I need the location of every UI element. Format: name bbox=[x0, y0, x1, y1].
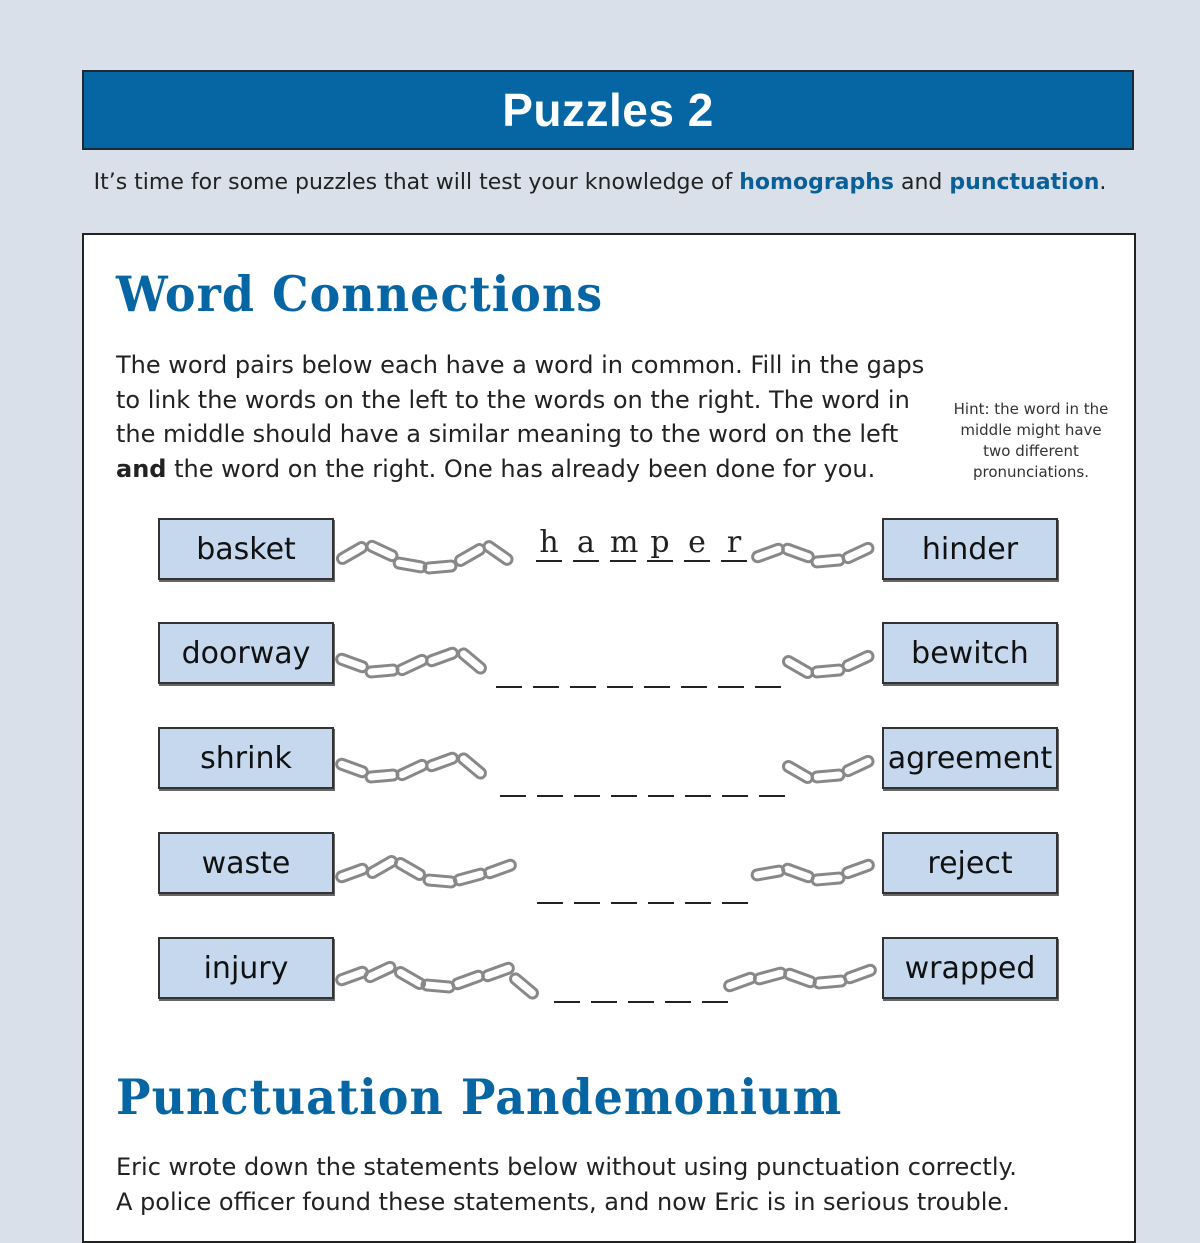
letter-blank bbox=[537, 868, 563, 904]
right-word-tag: wrapped bbox=[882, 937, 1058, 999]
letter-blank: e bbox=[684, 526, 710, 562]
letter-blank bbox=[574, 761, 600, 797]
letter-blank bbox=[611, 761, 637, 797]
keyword-homographs: homographs bbox=[739, 170, 895, 195]
punctuation-line: A police officer found these statements, and now Eric is in serious trouble. bbox=[116, 1187, 1010, 1216]
instructions-line-rest: the word on the right. One has already been done for you. bbox=[174, 454, 876, 483]
section-title-punctuation: Punctuation Pandemonium bbox=[116, 1068, 843, 1126]
punctuation-line: Eric wrote down the statements below without using punctuation correctly. bbox=[116, 1153, 1017, 1181]
letter-blank: h bbox=[536, 526, 562, 562]
letter-blank bbox=[648, 761, 674, 797]
right-word-tag: hinder bbox=[882, 518, 1058, 580]
letter-blank bbox=[755, 652, 781, 688]
letter-blank bbox=[702, 967, 728, 1003]
left-word-tag: shrink bbox=[158, 727, 334, 789]
letter-blank bbox=[681, 652, 707, 688]
letter-blank bbox=[759, 761, 785, 797]
letter-blank bbox=[685, 761, 711, 797]
letter-blank bbox=[554, 967, 580, 1003]
answer-blanks bbox=[496, 652, 781, 688]
instructions-line: the middle should have a similar meaning to the word on the left bbox=[116, 420, 899, 448]
letter-blank bbox=[722, 761, 748, 797]
title-banner bbox=[82, 70, 1134, 150]
word-row bbox=[84, 727, 1134, 797]
letter-blank bbox=[628, 967, 654, 1003]
answer-blanks bbox=[537, 868, 748, 904]
instructions-text bbox=[116, 348, 924, 486]
intro-part: . bbox=[1099, 170, 1107, 195]
letter-blank bbox=[665, 967, 691, 1003]
letter-blank bbox=[685, 868, 711, 904]
right-word-tag: agreement bbox=[882, 727, 1058, 789]
left-word-tag: waste bbox=[158, 832, 334, 894]
page-title: Puzzles 2 bbox=[502, 84, 714, 136]
worksheet-panel bbox=[82, 233, 1136, 1243]
letter-blank bbox=[607, 652, 633, 688]
intro-text bbox=[0, 170, 1200, 195]
letter-blank bbox=[574, 868, 600, 904]
section-title-word-connections: Word Connections bbox=[116, 265, 604, 323]
right-word-tag: bewitch bbox=[882, 622, 1058, 684]
instructions-line: to link the words on the left to the words on the right. The word in bbox=[116, 385, 910, 414]
keyword-punctuation: punctuation bbox=[949, 170, 1100, 195]
word-row bbox=[84, 937, 1134, 1007]
letter-blank: r bbox=[721, 526, 747, 562]
intro-part: It’s time for some puzzles that will test your knowledge of bbox=[93, 170, 740, 195]
letter-blank bbox=[718, 652, 744, 688]
word-row bbox=[84, 622, 1134, 692]
letter-blank bbox=[533, 652, 559, 688]
letter-blank bbox=[500, 761, 526, 797]
word-row bbox=[84, 832, 1134, 902]
letter-blank: p bbox=[647, 526, 673, 562]
letter-blank bbox=[537, 761, 563, 797]
intro-part: and bbox=[894, 170, 950, 195]
left-word-tag: injury bbox=[158, 937, 334, 999]
left-word-tag: basket bbox=[158, 518, 334, 580]
letter-blank bbox=[644, 652, 670, 688]
letter-blank: a bbox=[573, 526, 599, 562]
answer-blanks bbox=[500, 761, 785, 797]
hint-text: Hint: the word in the middle might have two different pronunciations. bbox=[953, 400, 1109, 481]
letter-blank bbox=[648, 868, 674, 904]
letter-blank bbox=[496, 652, 522, 688]
bold-and: and bbox=[116, 454, 167, 483]
instructions-line: The word pairs below each have a word in common. Fill in the gaps bbox=[116, 351, 925, 379]
left-word-tag: doorway bbox=[158, 622, 334, 684]
punctuation-text bbox=[116, 1150, 1017, 1219]
letter-blank bbox=[611, 868, 637, 904]
answer-blanks bbox=[554, 967, 728, 1003]
letter-blank bbox=[722, 868, 748, 904]
instructions-line bbox=[116, 452, 924, 487]
letter-blank: m bbox=[610, 525, 639, 560]
letter-blank bbox=[570, 652, 596, 688]
word-row bbox=[84, 518, 1134, 588]
answer-blanks bbox=[536, 526, 747, 562]
right-word-tag: reject bbox=[882, 832, 1058, 894]
letter-blank bbox=[591, 967, 617, 1003]
